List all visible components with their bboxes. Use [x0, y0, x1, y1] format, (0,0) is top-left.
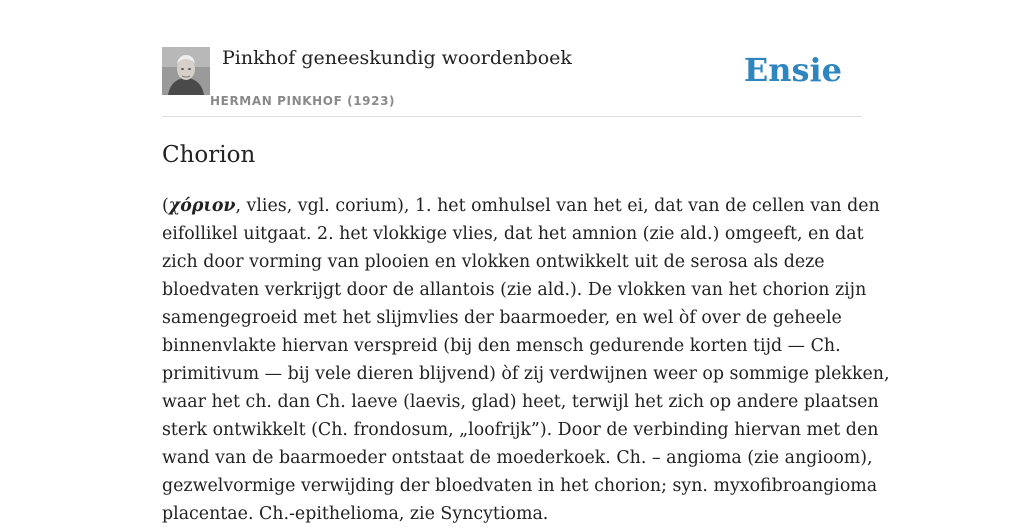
header	[162, 46, 862, 117]
entry-line: zich door vorming van plooien en vlokken ontwikkelt uit de serosa als deze	[162, 252, 825, 272]
entry-body	[162, 192, 890, 528]
greek-term: χόριον	[168, 196, 236, 216]
entry-line	[162, 192, 880, 220]
entry-title: Chorion	[162, 142, 256, 168]
entry-line: bloedvaten verkrijgt door de allantois (zie ald.). De vlokken van het chorion zijn	[162, 280, 867, 300]
book-title[interactable]: Pinkhof geneeskundig woordenboek	[222, 47, 572, 69]
entry-line: sterk ontwikkelt (Ch. frondosum, „loofrijk”). Door de verbinding hiervan met den	[162, 420, 879, 440]
author-portrait-icon	[162, 47, 210, 95]
entry-line: primitivum — bij vele dieren blijvend) òf zij verdwijnen weer op sommige plekken,	[162, 364, 890, 384]
open-paren: (	[162, 196, 169, 216]
entry-line: samengegroeid met het slijmvlies der baarmoeder, en wel òf over de geheele	[162, 308, 842, 328]
entry-line: placentae. Ch.-epithelioma, zie Syncytioma.	[162, 504, 549, 524]
entry-line: eifollikel uitgaat. 2. het vlokkige vlies, dat het amnion (zie ald.) omgeeft, en dat	[162, 224, 864, 244]
entry-line-text: , vlies, vgl. corium), 1. het omhulsel van het ei, dat van de cellen van den	[235, 196, 880, 216]
entry-line: binnenvlakte hiervan verspreid (bij den mensch gedurende korten tijd — Ch.	[162, 336, 841, 356]
entry-line: gezwelvormige verwijding der bloedvaten in het chorion; syn. myxofibroangioma	[162, 476, 878, 496]
entry-line: waar het ch. dan Ch. laeve (laevis, glad) heet, terwijl het zich op andere plaatsen	[162, 392, 879, 412]
author-avatar	[162, 47, 210, 95]
brand-logo[interactable]: Ensie	[743, 51, 842, 89]
book-author[interactable]: HERMAN PINKHOF (1923)	[210, 94, 396, 108]
entry-line: wand van de baarmoeder ontstaat de moederkoek. Ch. – angioma (zie angioom),	[162, 448, 873, 468]
